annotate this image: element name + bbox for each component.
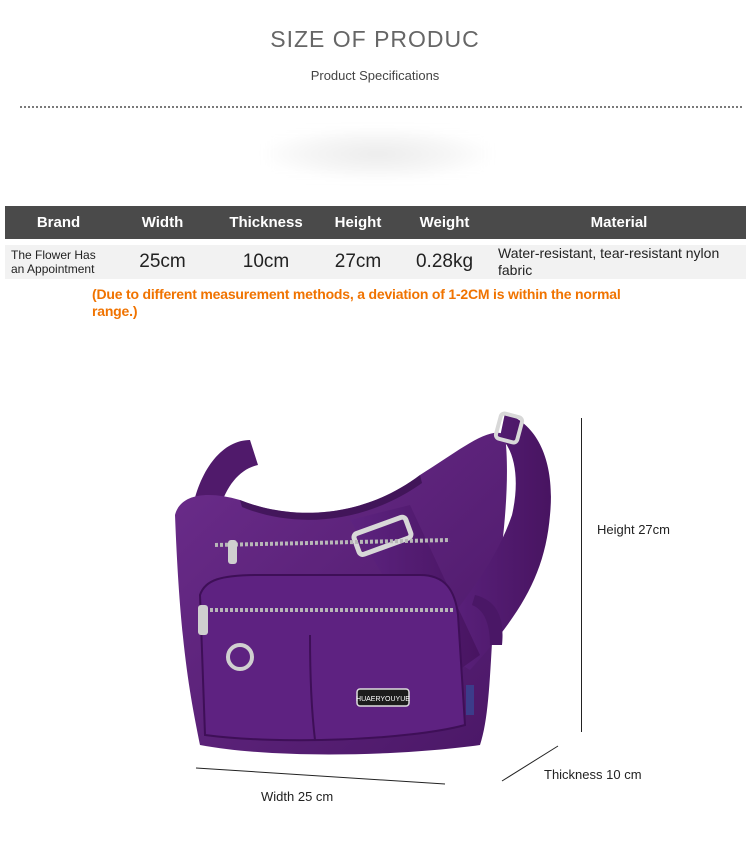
width-label: Width 25 cm: [261, 789, 334, 804]
cell-width: 25cm: [112, 242, 213, 279]
header-width: Width: [112, 206, 213, 242]
header-weight: Weight: [397, 206, 492, 242]
cell-brand: The Flower Has an Appointment: [5, 242, 112, 279]
height-label: Height 27cm: [597, 522, 670, 537]
cell-material: Water-resistant, tear-resistant nylon fabric: [492, 242, 746, 279]
logo-text: HUAERYOUYUE: [356, 696, 410, 703]
header-brand: Brand: [5, 206, 112, 242]
cell-thickness: 10cm: [213, 242, 319, 279]
thickness-label: Thickness 10 cm: [544, 767, 642, 782]
cell-weight: 0.28kg: [397, 242, 492, 279]
measurement-note: (Due to different measurement methods, a deviation of 1-2CM is within the normal range.): [92, 286, 621, 319]
page-subtitle: Product Specifications: [310, 68, 440, 83]
header-thickness: Thickness: [213, 206, 319, 242]
page-title: SIZE OF PRODUC: [270, 26, 480, 52]
header-height: Height: [319, 206, 397, 242]
cell-height: 27cm: [319, 242, 397, 279]
width-line: [196, 768, 445, 784]
header-material: Material: [492, 206, 746, 242]
